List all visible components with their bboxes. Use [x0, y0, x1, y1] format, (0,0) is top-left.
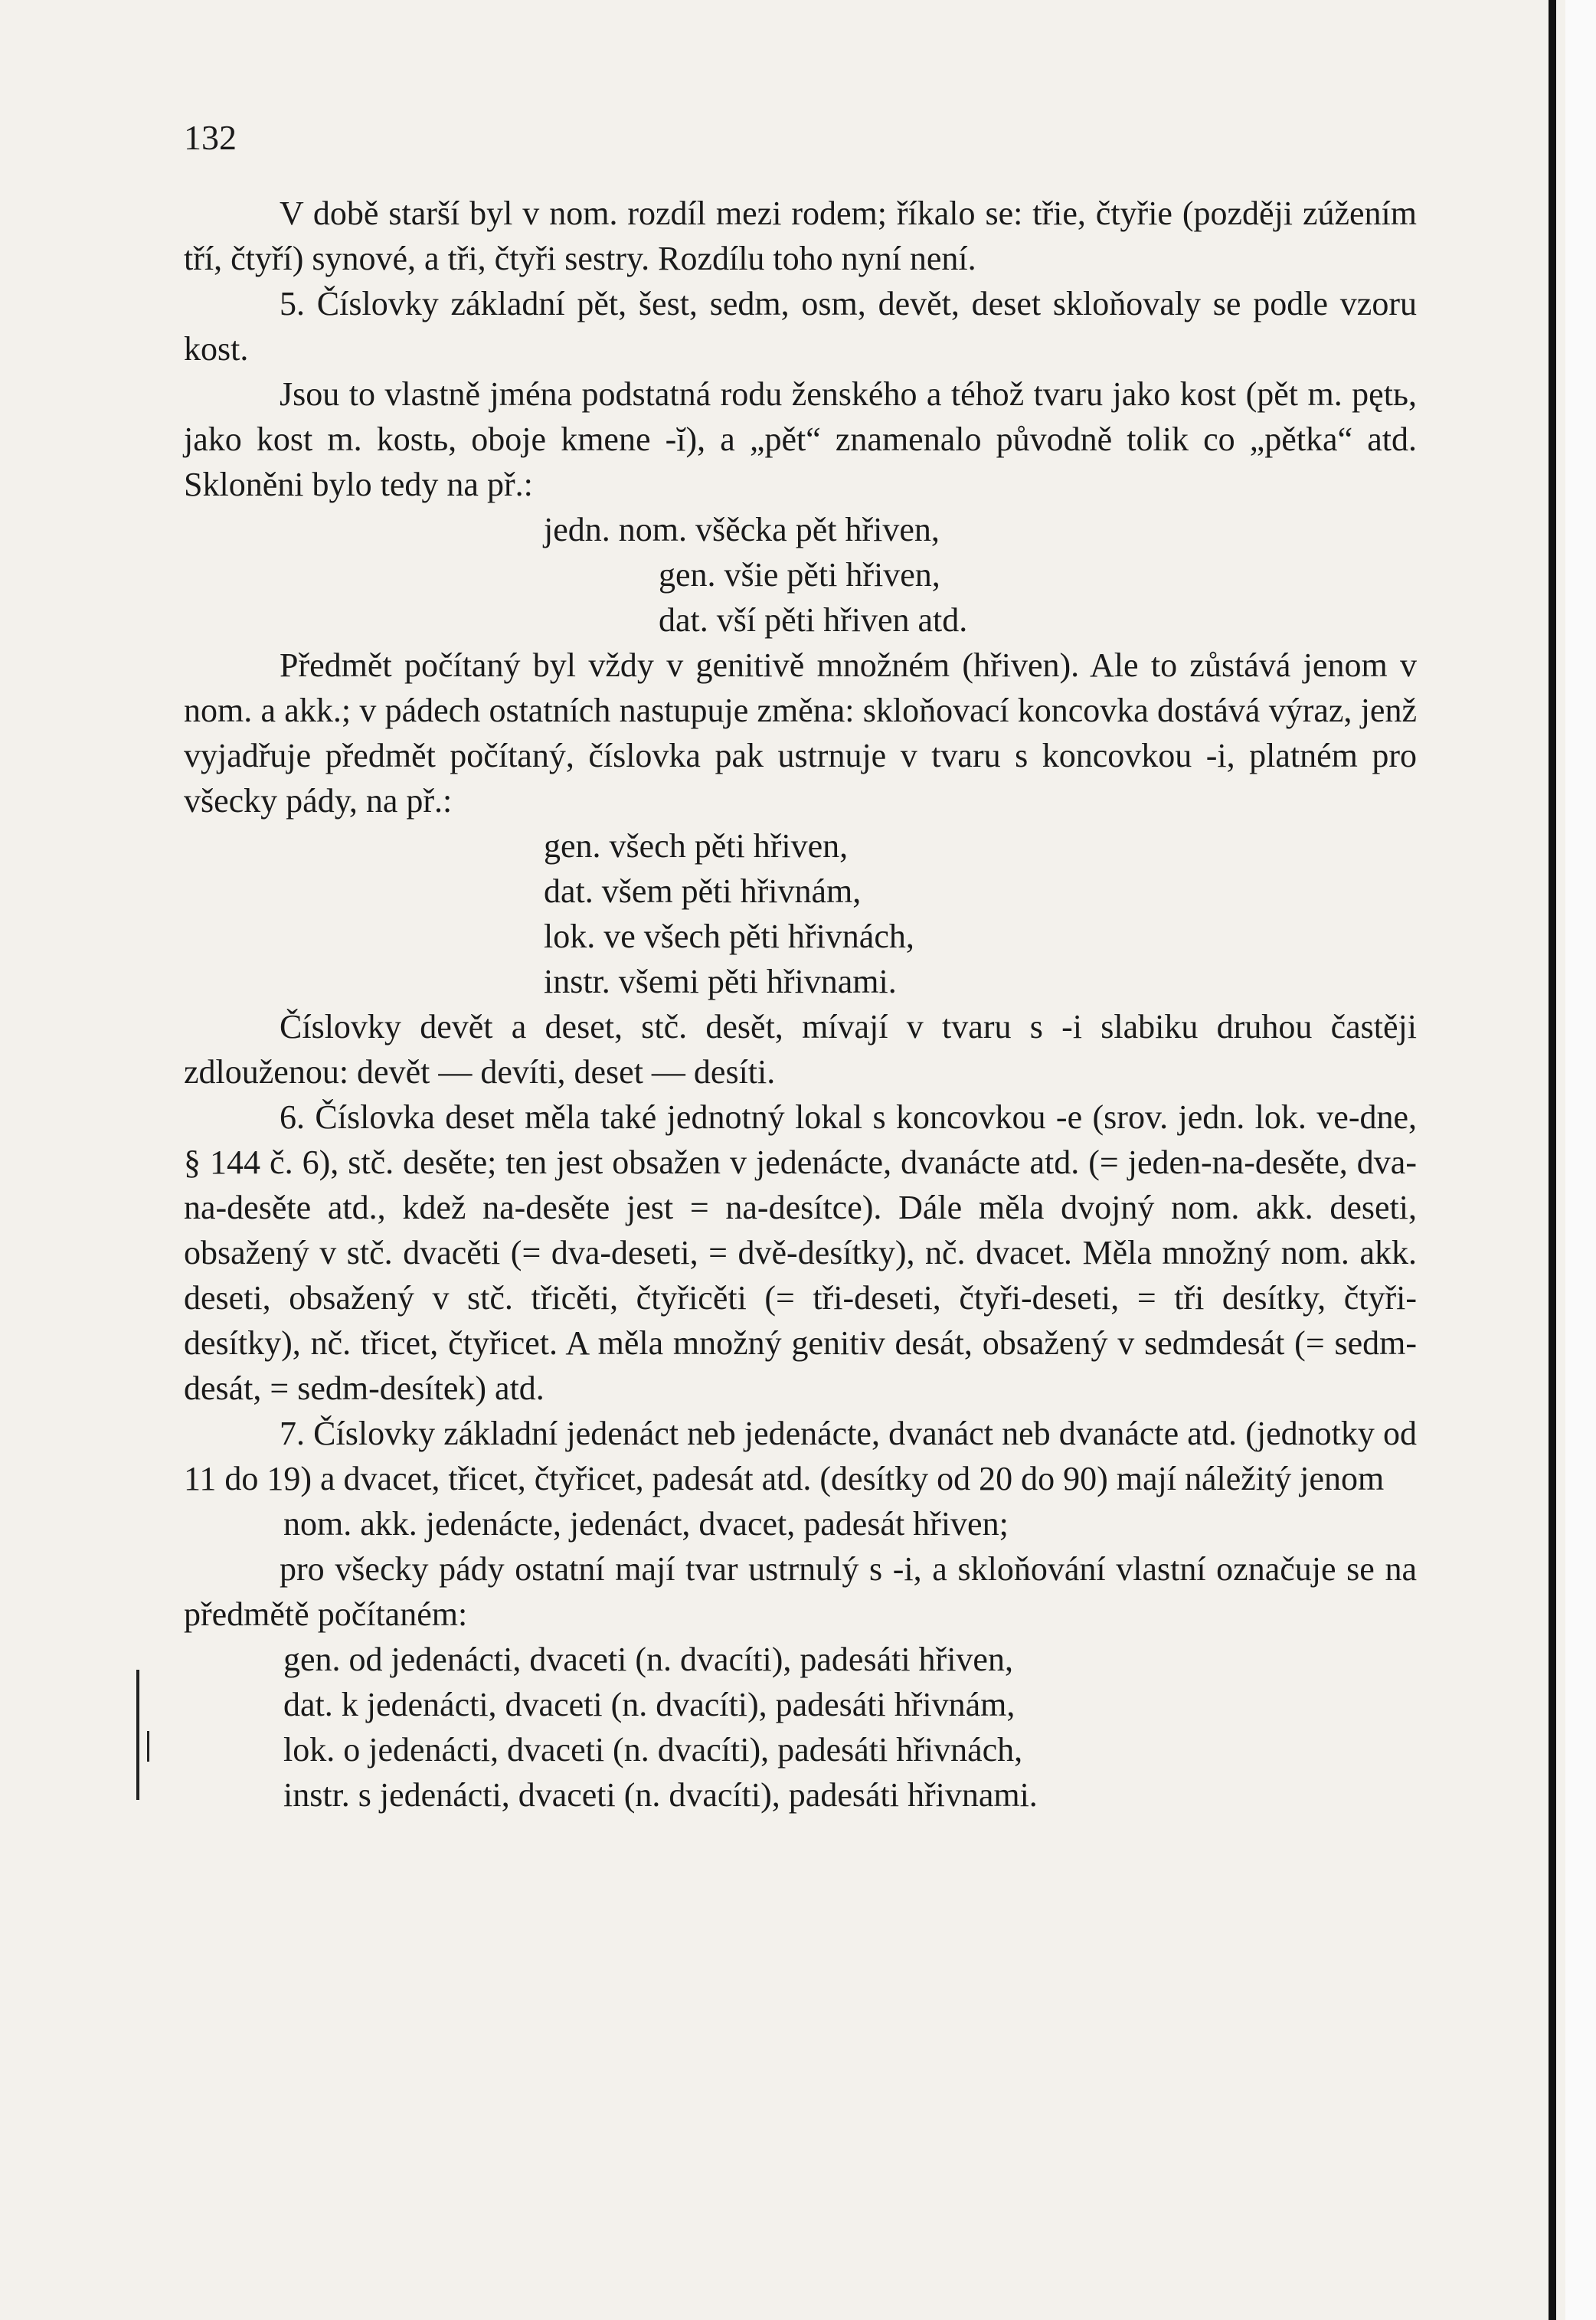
example-line: dat. vší pěti hřiven atd. [659, 601, 968, 639]
pen-margin-mark [147, 1731, 149, 1762]
page-number: 132 [184, 118, 237, 157]
example-line: jedn. nom. všěcka pět hřiven, [544, 511, 940, 548]
example-line: gen. všech pěti hřiven, [544, 827, 849, 865]
example-line: instr. s jedenácti, dvaceti (n. dvacíti), padesáti hřivnami. [283, 1776, 1038, 1814]
paragraph: 6. Číslovka deset měla také jednotný lokal s koncovkou -e (srov. jedn. lok. ve-dne, § 144 č. 6), stč. desěte; ten jest obsažen v jedenácte, dvanácte atd. (= jeden-na-desěte, dva-na-desěte atd., kdež na-desěte jest = na-desítce). Dále měla dvojný nom. akk. deseti, obsažený v stč. dvacěti (= dva-deseti, = dvě-desítky), nč. dvacet. Měla množný nom. akk. deseti, obsažený v stč. třicěti, čtyřicěti (= tři-deseti, čtyři-deseti, = tři desítky, čtyři-desítky), nč. třicet, čtyřicet. A měla množný genitiv desát, obsažený v sedmdesát (= sedm-desát, = sedm-desítek) atd. [184, 1098, 1417, 1407]
example-line: gen. od jedenácti, dvaceti (n. dvacíti), padesáti hřiven, [283, 1641, 1013, 1678]
pen-margin-mark [136, 1670, 139, 1800]
example-line: dat. k jedenácti, dvaceti (n. dvacíti), padesáti hřivnám, [283, 1686, 1015, 1723]
scan-margin [1565, 0, 1596, 2320]
paragraph: Jsou to vlastně jména podstatná rodu ženského a téhož tvaru jako kost (pět m. pętь, jako kost m. kostь, oboje kmene -ĭ), a „pět“ znamenalo původně tolik co „pětka“ atd. Skloněni bylo tedy na př.: [184, 375, 1417, 503]
scan-border [1549, 0, 1556, 2320]
paragraph: 7. Číslovky základní jedenáct neb jedenácte, dvanáct neb dvanácte atd. (jednotky od 11 do 19) a dvacet, třicet, čtyřicet, padesát atd. (desítky od 20 do 90) mají náležitý jenom [184, 1415, 1417, 1497]
example-line: lok. ve všech pěti hřivnách, [544, 918, 914, 955]
example-line: lok. o jedenácti, dvaceti (n. dvacíti), padesáti hřivnách, [283, 1731, 1023, 1769]
paragraph: V době starší byl v nom. rozdíl mezi rodem; říkalo se: třie, čtyřie (později zúžením tří, čtyří) synové, a tři, čtyři sestry. Rozdílu toho nyní není. [184, 195, 1417, 277]
example-line: gen. všie pěti hřiven, [659, 556, 940, 594]
paragraph: Číslovky devět a deset, stč. desět, mívají v tvaru s -i slabiku druhou častěji zdlouženou: devět — devíti, deset — desíti. [184, 1008, 1417, 1091]
example-line: instr. všemi pěti hřivnami. [544, 963, 897, 1000]
book-page [184, 115, 1417, 1818]
paragraph: 5. Číslovky základní pět, šest, sedm, osm, devět, deset skloňovaly se podle vzoru kost. [184, 285, 1417, 368]
paragraph: Předmět počítaný byl vždy v genitivě množném (hřiven). Ale to zůstává jenom v nom. a akk.; v pádech ostatních nastupuje změna: skloňovací koncovka dostává výraz, jenž vyjadřuje předmět počítaný, číslovka pak ustrnuje v tvaru s koncovkou -i, platném pro všecky pády, na př.: [184, 646, 1417, 820]
example-line: nom. akk. jedenácte, jedenáct, dvacet, padesát hřiven; [283, 1505, 1009, 1543]
paragraph: pro všecky pády ostatní mají tvar ustrnulý s -i, a skloňování vlastní označuje se na předmětě počítaném: [184, 1550, 1417, 1633]
example-line: dat. všem pěti hřivnám, [544, 872, 862, 910]
